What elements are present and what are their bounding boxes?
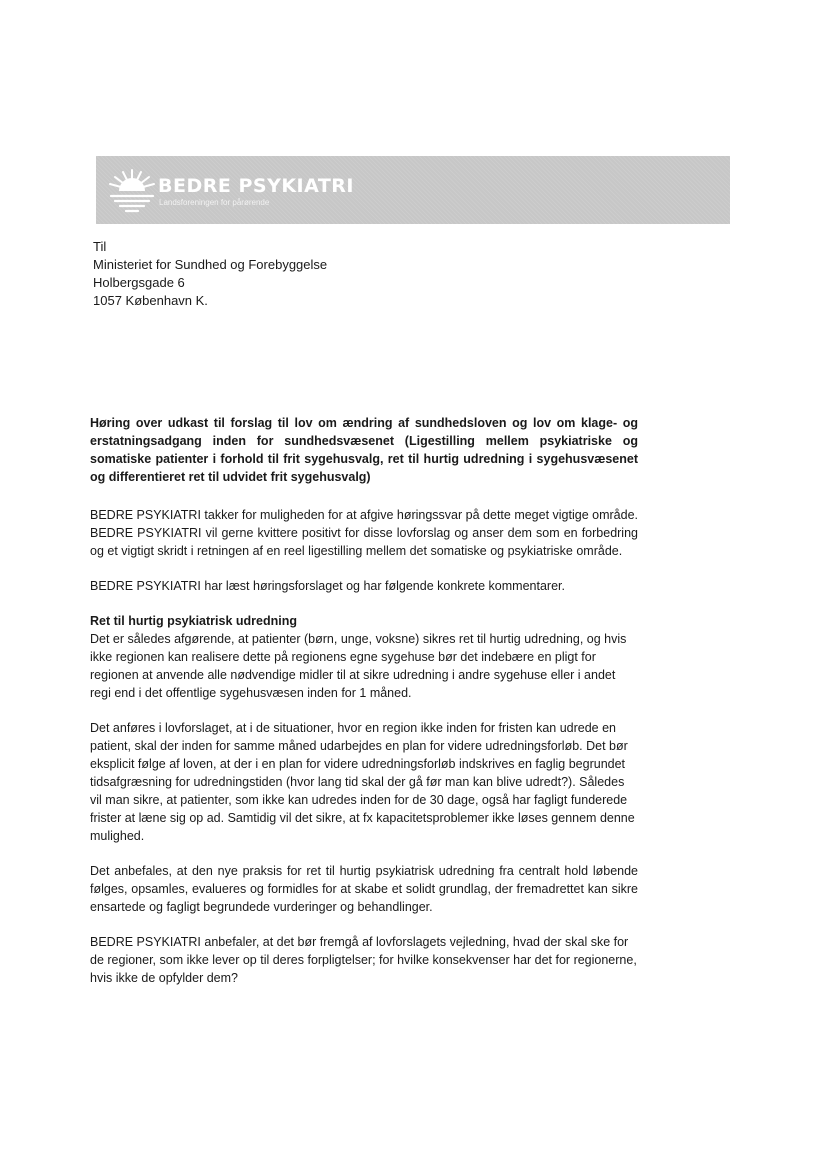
paragraph-2: Det anføres i lovforslaget, at i de situationer, hvor en region ikke inden for fristen kan udrede en patient, skal der inden for samme måned udarbejdes en plan for videre udredningsforløb. Det bør eksplicit følge af loven, at der i en plan for videre udredningsforløb indskrives en faglig begrundet tidsafgræsning for udredningstiden (hvor lang tid skal der gå før man kan blive udredt?). Således vil man sikre, at patienter, som ikke kan udredes inden for de 30 dage, også har fagligt funderede frister at læne sig op ad. Samtidig vil det sikre, at fx kapacitetsproblemer ikke løses gennem denne mulighed. bbox=[90, 721, 635, 843]
recipient-address bbox=[93, 238, 327, 310]
address-line-street: Holbergsgade 6 bbox=[93, 275, 185, 290]
paragraph-1: Det er således afgørende, at patienter (børn, unge, voksne) sikres ret til hurtig udredning, og hvis ikke regionen kan realisere dette på regionens egne sygehuse bør det indebære en pligt for regionen at anvende alle nødvendige midler til at sikre udredning i andre sygehuse eller i andet regi end i det offentlige sygehusvæsen inden for 1 måned. bbox=[90, 632, 627, 700]
address-line-city: 1057 København K. bbox=[93, 293, 208, 308]
paragraph-4: BEDRE PSYKIATRI anbefaler, at det bør fremgå af lovforslagets vejledning, hvad der skal ske for de regioner, som ikke lever op til deres forpligtelser; for hvilke konsekvenser har det for regionerne, hvis ikke de opfylder dem? bbox=[90, 935, 637, 985]
read-paragraph: BEDRE PSYKIATRI har læst høringsforslaget og har følgende konkrete kommentarer. bbox=[90, 579, 565, 593]
paragraph-3: Det anbefales, at den nye praksis for ret til hurtig psykiatrisk udredning fra centralt hold løbende følges, opsamles, evalueres og formidles for at skabe et solidt grundlag, der fremadrettet kan sikre ensartede og fagligt begrundede vurderinger og behandlinger. bbox=[90, 864, 638, 914]
letter-body bbox=[90, 414, 638, 987]
section-heading: Ret til hurtig psykiatrisk udredning bbox=[90, 614, 297, 628]
logo-subtitle: Landsforeningen for pårørende bbox=[159, 198, 270, 207]
letter-subject: Høring over udkast til forslag til lov om ændring af sundhedsloven og lov om klage- og erstatningsadgang inden for sundhedsvæsenet (Ligestilling mellem psykiatriske og somatiske patienter i forhold til frit sygehusvalg, ret til hurtig udredning i sygehusvæsenet og differentieret ret til udvidet frit sygehusvalg) bbox=[90, 416, 638, 484]
address-line-to: Til bbox=[93, 239, 107, 254]
address-line-ministry: Ministeriet for Sundhed og Forebyggelse bbox=[93, 257, 328, 272]
intro-paragraph: BEDRE PSYKIATRI takker for muligheden for at afgive høringssvar på dette meget vigtige område. BEDRE PSYKIATRI vil gerne kvittere positivt for disse lovforslag og anser dem som en forbedring og et vigtigt skridt i retningen af en reel ligestilling mellem det somatiske og psykiatriske område. bbox=[90, 508, 638, 558]
sun-horizon-logo-icon bbox=[105, 166, 159, 214]
logo-title: BEDRE PSYKIATRI bbox=[158, 175, 355, 197]
letterhead-banner bbox=[96, 156, 730, 224]
